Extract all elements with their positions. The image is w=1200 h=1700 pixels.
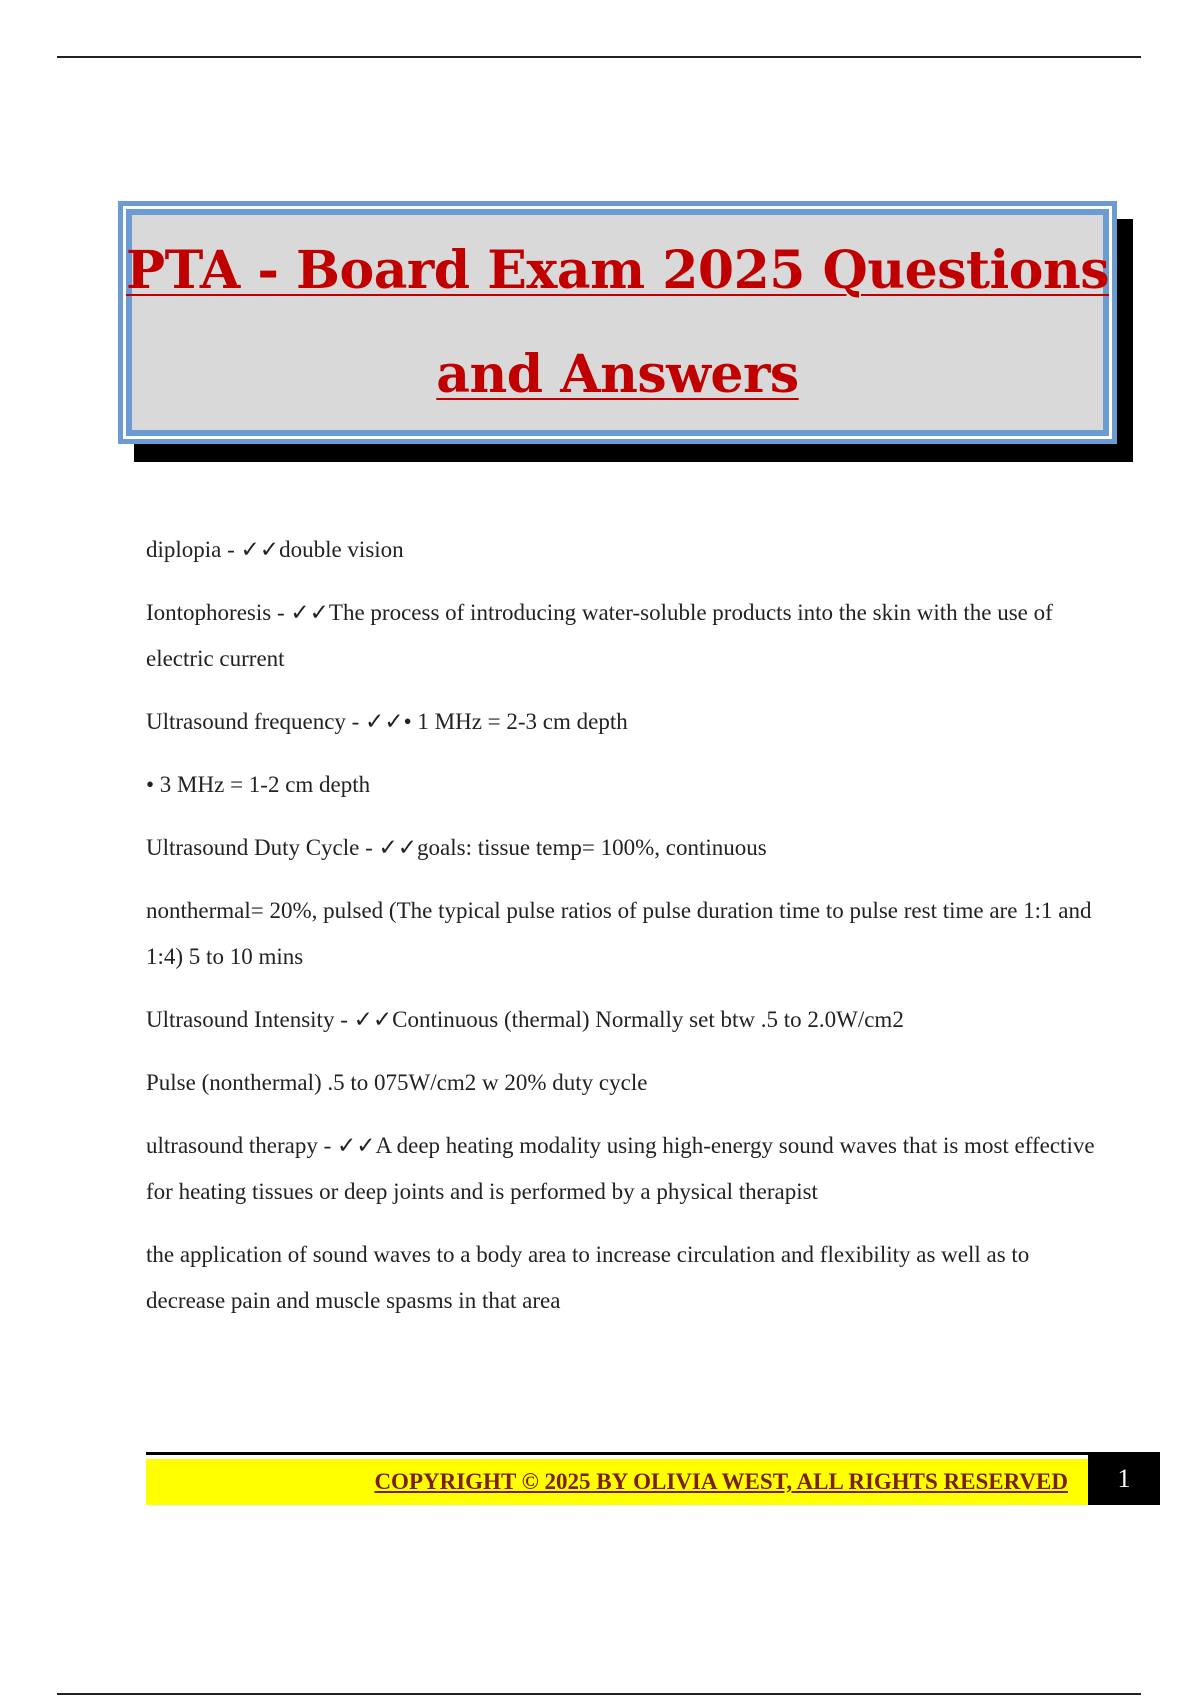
document-title-line-1: PTA - Board Exam 2025 Questions [125, 239, 1110, 301]
footer-copyright-band [146, 1459, 1088, 1505]
page-number: 1 [1088, 1452, 1160, 1505]
bottom-rule [57, 1693, 1141, 1695]
title-box [118, 201, 1117, 444]
qa-entry: Ultrasound frequency - ✓✓• 1 MHz = 2-3 cm depth [146, 709, 628, 734]
qa-entry: Ultrasound Duty Cycle - ✓✓goals: tissue temp= 100%, continuous [146, 835, 767, 860]
qa-entry: Iontophoresis - ✓✓The process of introducing water-soluble products into the skin with the use of electric current [146, 600, 1053, 671]
qa-entry: ultrasound therapy - ✓✓A deep heating modality using high-energy sound waves that is most effective for heating tissues or deep joints and is performed by a physical therapist [146, 1133, 1095, 1204]
qa-content [146, 527, 1096, 1341]
qa-entry: the application of sound waves to a body area to increase circulation and flexibility as well as to decrease pain and muscle spasms in that area [146, 1242, 1030, 1313]
footer-rule [146, 1452, 1088, 1455]
qa-entry: Ultrasound Intensity - ✓✓Continuous (thermal) Normally set btw .5 to 2.0W/cm2 [146, 1007, 904, 1032]
qa-entry: • 3 MHz = 1-2 cm depth [146, 772, 371, 797]
qa-entry: nonthermal= 20%, pulsed (The typical pulse ratios of pulse duration time to pulse rest time are 1:1 and 1:4) 5 to 10 mins [146, 898, 1092, 969]
qa-entry: Pulse (nonthermal) .5 to 075W/cm2 w 20% duty cycle [146, 1070, 648, 1095]
copyright-notice: COPYRIGHT © 2025 BY OLIVIA WEST, ALL RIGHTS RESERVED [374, 1469, 1068, 1494]
qa-entry: diplopia - ✓✓double vision [146, 537, 404, 562]
document-title-line-2: and Answers [436, 343, 799, 405]
top-rule [57, 56, 1141, 58]
